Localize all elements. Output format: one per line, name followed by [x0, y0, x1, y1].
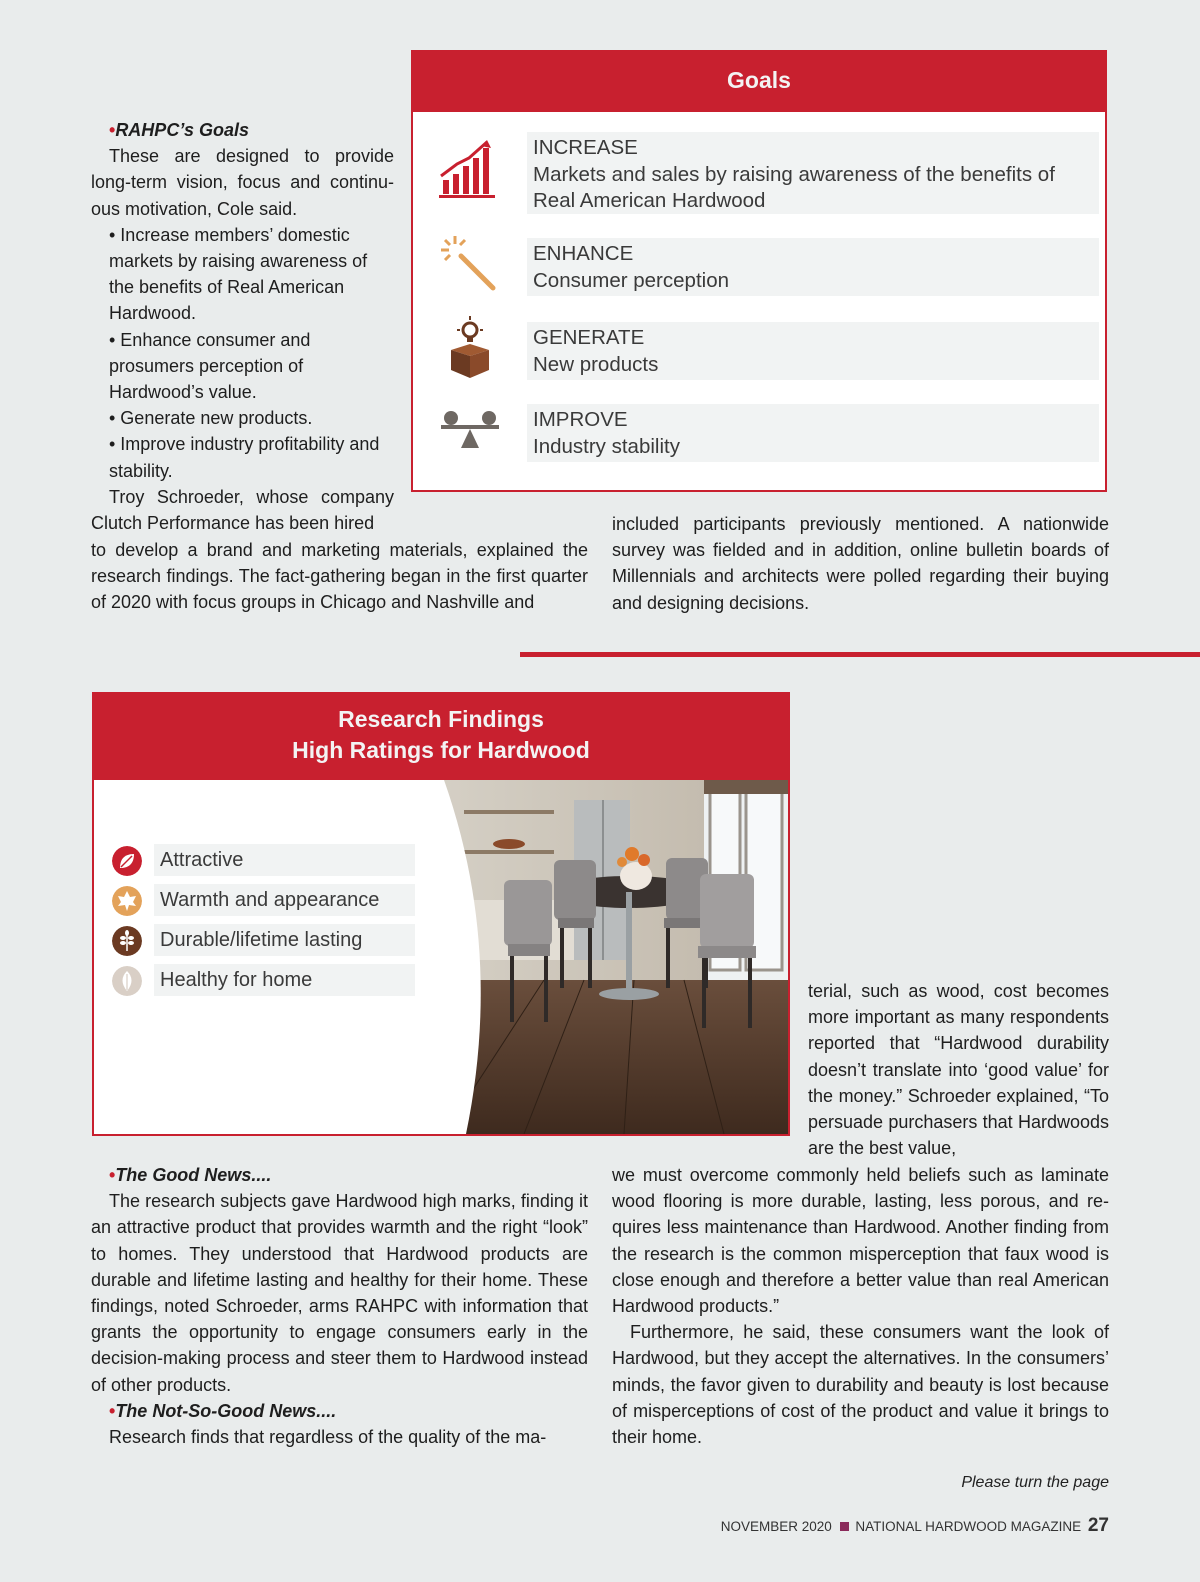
- footer-magazine: NATIONAL HARDWOOD MAGAZINE: [855, 1519, 1082, 1534]
- right-column-mid: [808, 978, 1109, 1161]
- finding-label: Durable/lifetime lasting: [154, 924, 415, 956]
- bullet-item: • Improve industry profitability and stability.: [109, 434, 380, 481]
- left-column-top-continued: [91, 537, 588, 616]
- finding-warmth: [108, 884, 408, 918]
- goal-description: Consumer perception: [533, 268, 729, 292]
- research-title-line2: High Ratings for Hardwood: [292, 737, 590, 763]
- paragraph: included participants previously mentioned. A nationwide survey was fielded and in addition, online bulletin boards of Millennials and architects were polled regarding their buying and designing decisions.: [612, 514, 1109, 613]
- paragraph: to develop a brand and marketing materials, explained the research findings. The fact-gathering began in the first quarter of 2020 with focus groups in Chicago and Nashville and: [91, 540, 588, 613]
- goal-title: ENHANCE: [533, 242, 634, 265]
- footer-separator: [840, 1522, 849, 1531]
- bar-chart-icon: [437, 138, 503, 204]
- page-number: 27: [1087, 1515, 1109, 1536]
- right-column-top: [612, 511, 1109, 616]
- goals-header: Goals: [413, 52, 1105, 112]
- rahpc-goals-section: [91, 117, 394, 536]
- bullet-item: • Increase members’ domestic markets by raising awareness of the benefits of Real American Hardwood.: [109, 224, 368, 324]
- page-footer: [721, 1515, 1109, 1537]
- section-heading: [91, 1398, 588, 1424]
- finding-durable: [108, 924, 408, 958]
- right-column-bottom: [612, 1162, 1109, 1450]
- continue-note: Please turn the page: [961, 1474, 1109, 1491]
- bullet-dot: •: [109, 120, 116, 140]
- goal-title: INCREASE: [533, 136, 638, 159]
- paragraph: we must overcome commonly held beliefs such as laminate wood flooring is more durable, lasting, less porous, and requires less maintenance than Hardwood. Another finding from the research is the common misperception that faux wood is close enough and therefore a better value than real American Hardwood products.”: [612, 1165, 1109, 1317]
- finding-label: Healthy for home: [154, 964, 415, 996]
- bullet-dot: •: [109, 1400, 116, 1421]
- maple-leaf-icon: [112, 886, 142, 916]
- goal-description: New products: [533, 352, 659, 376]
- footer-issue: NOVEMBER 2020: [720, 1519, 832, 1534]
- research-title-line1: Research Findings: [338, 706, 544, 732]
- bullet-item: • Enhance consumer and prosumers perception of Hardwood’s value.: [109, 329, 311, 403]
- paragraph: The research subjects gave Hardwood high marks, finding it an attractive product that provides warmth and the right “look” to homes. They understood that Hardwood products are durable and lifetime lasting and healthy for their home. These findings, noted Schroeder, arms RAHPC with information that grants the opportunity to engage consumers early in the decision-making process and steer them to Hardwood instead of other products.: [91, 1191, 588, 1395]
- paragraph: These are designed to provide long-term vision, focus and continuous motivation, Cole said.: [91, 146, 394, 219]
- goal-description: Markets and sales by raising awareness of the benefits of Real American Hardwood: [533, 162, 1055, 212]
- magic-wand-icon: [437, 232, 503, 298]
- research-findings-infobox: [92, 692, 790, 1136]
- paragraph: Furthermore, he said, these consumers want the look of Hardwood, but they accept the alternatives. In the consumers’ minds, the favor given to durability and beauty is lost because of misperceptions of cost of the product and value it brings to their home.: [612, 1322, 1109, 1448]
- feather-leaf-icon: [112, 966, 142, 996]
- finding-attractive: [108, 844, 408, 878]
- bullet-dot: •: [109, 1165, 116, 1185]
- paragraph: Research finds that regardless of the quality of the ma-: [109, 1427, 547, 1448]
- section-heading: [91, 1162, 588, 1188]
- heading-text: The Not-So-Good News....: [115, 1400, 337, 1421]
- goal-improve-text: [527, 404, 1099, 462]
- section-heading: [91, 117, 394, 143]
- goal-title: GENERATE: [533, 326, 645, 349]
- paragraph: Troy Schroeder, whose company Clutch Performance has been hired: [91, 486, 394, 534]
- leaf-icon: [112, 846, 142, 876]
- left-column-bottom: [91, 1162, 588, 1450]
- balance-scale-icon: [437, 398, 503, 464]
- goal-increase-text: [527, 132, 1099, 214]
- heading-text: RAHPC’s Goals: [115, 120, 250, 140]
- goal-title: IMPROVE: [533, 408, 628, 431]
- bullet-item: • Generate new products.: [109, 408, 313, 429]
- finding-healthy: [108, 964, 408, 998]
- goal-enhance-text: [527, 238, 1099, 296]
- goal-generate-text: [527, 322, 1099, 380]
- goals-infobox: [411, 50, 1107, 492]
- goal-description: Industry stability: [533, 434, 680, 458]
- finding-label: Attractive: [154, 844, 415, 876]
- lightbulb-box-icon: [437, 316, 503, 382]
- research-header: [94, 694, 788, 780]
- heading-text: The Good News....: [115, 1165, 272, 1185]
- finding-label: Warmth and appearance: [154, 884, 415, 916]
- section-divider: [520, 652, 1200, 657]
- wheat-icon: [112, 926, 142, 956]
- paragraph: terial, such as wood, cost becomes more important as many respondents reported that “Hardwood durability doesn’t translate into ‘good value’ for the money.” Schroeder explained, “To persuade purchasers that Hardwoods are the best value,: [808, 981, 1109, 1159]
